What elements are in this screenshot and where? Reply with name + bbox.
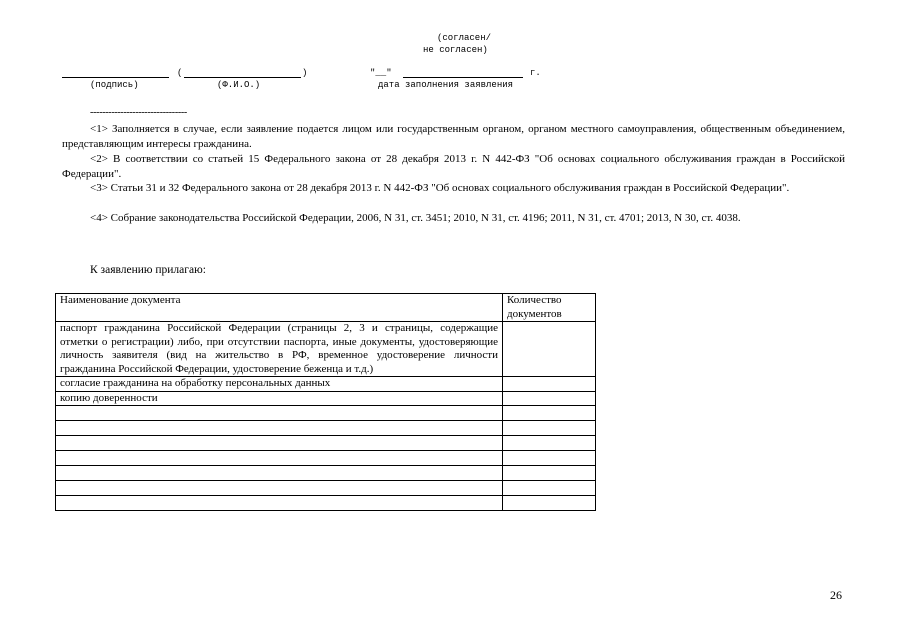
document-count-cell[interactable]: [503, 451, 596, 466]
document-name-cell[interactable]: [56, 496, 503, 511]
document-count-cell[interactable]: [503, 496, 596, 511]
table-row: [56, 391, 596, 406]
footnote-3: <3> Статьи 31 и 32 Федерального закона от 28 декабря 2013 г. N 442-ФЗ "Об основах социального обслуживания граждан в Российской Федерации".: [90, 182, 790, 194]
footnote-separator: --------------------------------: [90, 107, 187, 118]
date-day-quote: "__": [370, 68, 392, 78]
document-count-cell[interactable]: [503, 406, 596, 421]
document-name-cell: копию доверенности: [56, 391, 503, 406]
document-count-cell[interactable]: [503, 377, 596, 392]
header-document-name: Наименование документа: [56, 294, 503, 322]
document-name-cell: согласие гражданина на обработку персональных данных: [56, 377, 503, 392]
document-name-cell[interactable]: [56, 436, 503, 451]
document-name-cell[interactable]: [56, 421, 503, 436]
full-name-label: (Ф.И.О.): [217, 80, 261, 90]
table-row: [56, 466, 596, 481]
document-count-cell[interactable]: [503, 421, 596, 436]
document-count-cell[interactable]: [503, 322, 596, 377]
footnote-4: <4> Собрание законодательства Российской Федерации, 2006, N 31, ст. 3451; 2010, N 31, ст. 4196; 2011, N 31, ст. 4701; 2013, N 30, ст. 4038.: [90, 212, 741, 224]
document-name-cell[interactable]: [56, 481, 503, 496]
footnote-1: <1> Заполняется в случае, если заявление подается лицом или государственным органом, органом местного самоуправления, общественным объединением, представляющим интересы гражданина.: [62, 123, 845, 150]
date-line: [403, 77, 523, 78]
name-paren-close: ): [302, 68, 308, 78]
attachments-table: [55, 293, 596, 511]
date-year-suffix: г.: [530, 68, 541, 78]
header-document-count: Количество документов: [503, 294, 596, 322]
table-row: [56, 481, 596, 496]
document-count-cell[interactable]: [503, 466, 596, 481]
table-row: [56, 451, 596, 466]
document-count-cell[interactable]: [503, 436, 596, 451]
consent-option-line2: не согласен): [423, 45, 488, 55]
footnote-2: <2> В соответствии со статьей 15 Федерального закона от 28 декабря 2013 г. N 442-ФЗ "Об основах социального обслуживания граждан в Российской Федерации".: [62, 153, 845, 180]
signature-label: (подпись): [90, 80, 139, 90]
table-row: [56, 377, 596, 392]
page-number: 26: [830, 588, 842, 602]
table-row: [56, 406, 596, 421]
document-name-cell[interactable]: [56, 406, 503, 421]
document-name-cell[interactable]: [56, 451, 503, 466]
document-name-cell[interactable]: [56, 466, 503, 481]
name-paren-open: (: [177, 68, 183, 78]
table-row: [56, 436, 596, 451]
consent-option-line1: (согласен/: [437, 33, 492, 43]
table-row: [56, 322, 596, 377]
table-row: [56, 421, 596, 436]
date-label: дата заполнения заявления: [378, 80, 514, 90]
signature-line: [62, 77, 169, 78]
table-row: [56, 496, 596, 511]
table-header-row: [56, 294, 596, 322]
document-count-cell[interactable]: [503, 391, 596, 406]
attachments-intro: К заявлению прилагаю:: [90, 264, 206, 276]
document-name-cell: паспорт гражданина Российской Федерации (страницы 2, 3 и страницы, содержащие отметки о регистрации) либо, при отсутствии паспорта, иные документы, удостоверяющие личность заявителя (вид на жительство в РФ, временное удостоверение личности гражданина Российской Федерации, удостоверение беженца и т.д.): [56, 322, 503, 377]
full-name-line: [184, 77, 301, 78]
document-count-cell[interactable]: [503, 481, 596, 496]
